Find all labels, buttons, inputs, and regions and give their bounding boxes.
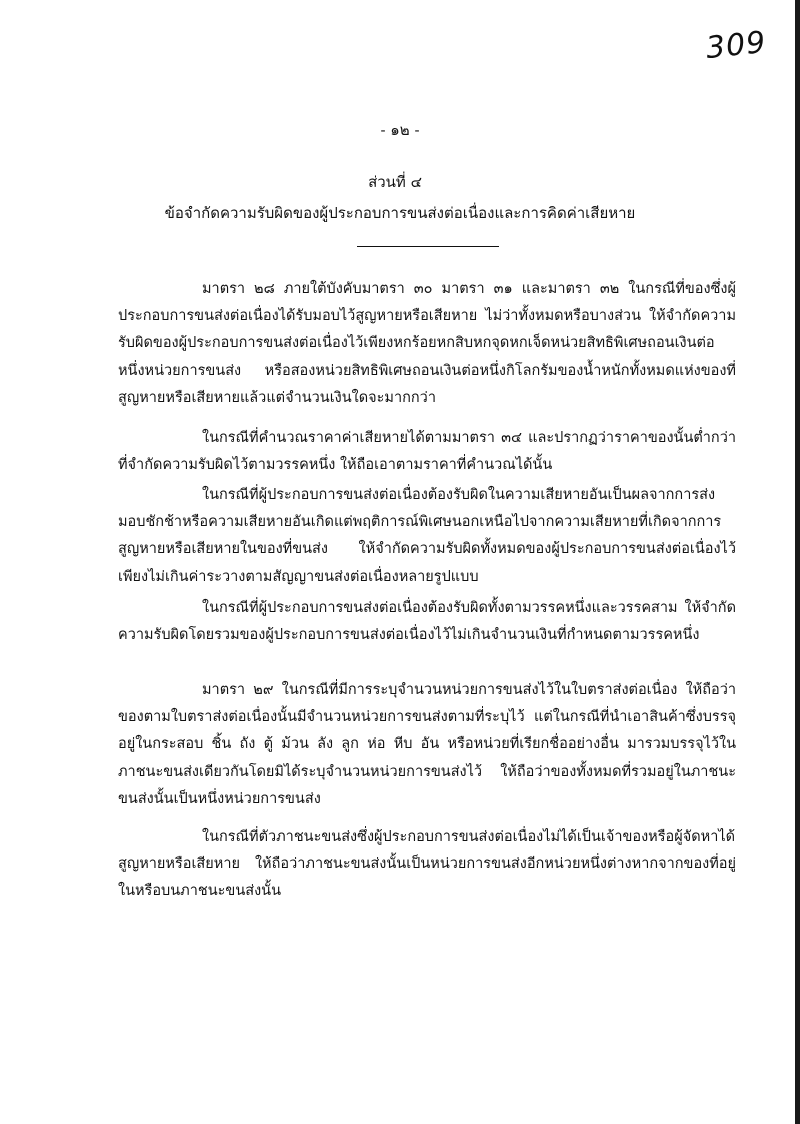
paragraph-section-29-2: ในกรณีที่ตัวภาชนะขนส่งซึ่งผู้ประกอบการขนส่งต่อเนื่องไม่ได้เป็นเจ้าของหรือผู้จัดหาได้สูญหายหรือเสียหาย ให้ถือว่าภาชนะขนส่งนั้นเป็นหน่วยการขนส่งอีกหน่วยหนึ่งต่างหากจากของที่อยู่ในหรือบนภาชนะขนส่งนั้น [118,829,736,900]
part-heading: ส่วนที่ ๔ [368,173,422,191]
paragraph-section-28: มาตรา ๒๘ ภายใต้บังคับมาตรา ๓๐ มาตรา ๓๑ และมาตรา ๓๒ ในกรณีที่ของซึ่งผู้ประกอบการขนส่งต่อเนื่องได้รับมอบไว้สูญหายหรือเสียหาย ไม่ว่าทั้งหมดหรือบางส่วน ให้จำกัดความรับผิดของผู้ประกอบการขนส่งต่อเนื่องไว้เพียงหกร้อยหกสิบหกจุดหกเจ็ดหน่วยสิทธิพิเศษถอนเงินต่อหนึ่งหน่วยการขนส่ง หรือสองหน่วยสิทธิพิเศษถอนเงินต่อหนึ่งกิโลกรัมของน้ำหนักทั้งหมดแห่งของที่สูญหายหรือเสียหายแล้วแต่จำนวนเงินใดจะมากกว่า [118,281,736,406]
handwritten-page-number: 309 [704,24,768,67]
paragraph-section-29: มาตรา ๒๙ ในกรณีที่มีการระบุจำนวนหน่วยการขนส่งไว้ในใบตราส่งต่อเนื่อง ให้ถือว่าของตามใบตราส่งต่อเนื่องนั้นมีจำนวนหน่วยการขนส่งตามที่ระบุไว้ แต่ในกรณีที่นำเอาสินค้าซึ่งบรรจุอยู่ในกระสอบ ชิ้น ถัง ตู้ ม้วน ลัง ลูก ห่อ หีบ อัน หรือหน่วยที่เรียกชื่ออย่างอื่น มารวมบรรจุไว้ในภาชนะขนส่งเดียวกันโดยมิได้ระบุจำนวนหน่วยการขนส่งไว้ ให้ถือว่าของทั้งหมดที่รวมอยู่ในภาชนะขนส่งนั้นเป็นหนึ่งหน่วยการขนส่ง [118,682,736,807]
title-divider [357,246,499,247]
paragraph-section-28-3: ในกรณีที่ผู้ประกอบการขนส่งต่อเนื่องต้องรับผิดในความเสียหายอันเป็นผลจากการส่งมอบชักช้าหรือความเสียหายอันเกิดแต่พฤติการณ์พิเศษนอกเหนือไปจากความเสียหายที่เกิดจากการสูญหายหรือเสียหายในของที่ขนส่ง ให้จำกัดความรับผิดทั้งหมดของผู้ประกอบการขนส่งต่อเนื่องไว้เพียงไม่เกินค่าระวางตามสัญญาขนส่งต่อเนื่องหลายรูปแบบ [118,487,736,585]
scan-edge [795,0,800,1124]
paragraph-section-28-2: ในกรณีที่คำนวณราคาค่าเสียหายได้ตามมาตรา ๓๔ และปรากฏว่าราคาของนั้นต่ำกว่าที่จำกัดความรับผิดไว้ตามวรรคหนึ่ง ให้ถือเอาตามราคาที่คำนวณได้นั้น [118,430,736,474]
page-number: - ๑๒ - [380,121,420,139]
paragraph-section-28-4: ในกรณีที่ผู้ประกอบการขนส่งต่อเนื่องต้องรับผิดทั้งตามวรรคหนึ่งและวรรคสาม ให้จำกัดความรับผิดโดยรวมของผู้ประกอบการขนส่งต่อเนื่องไว้ไม่เกินจำนวนเงินที่กำหนดตามวรรคหนึ่ง [118,600,736,644]
section-title: ข้อจำกัดความรับผิดของผู้ประกอบการขนส่งต่อเนื่องและการคิดค่าเสียหาย [164,204,636,222]
